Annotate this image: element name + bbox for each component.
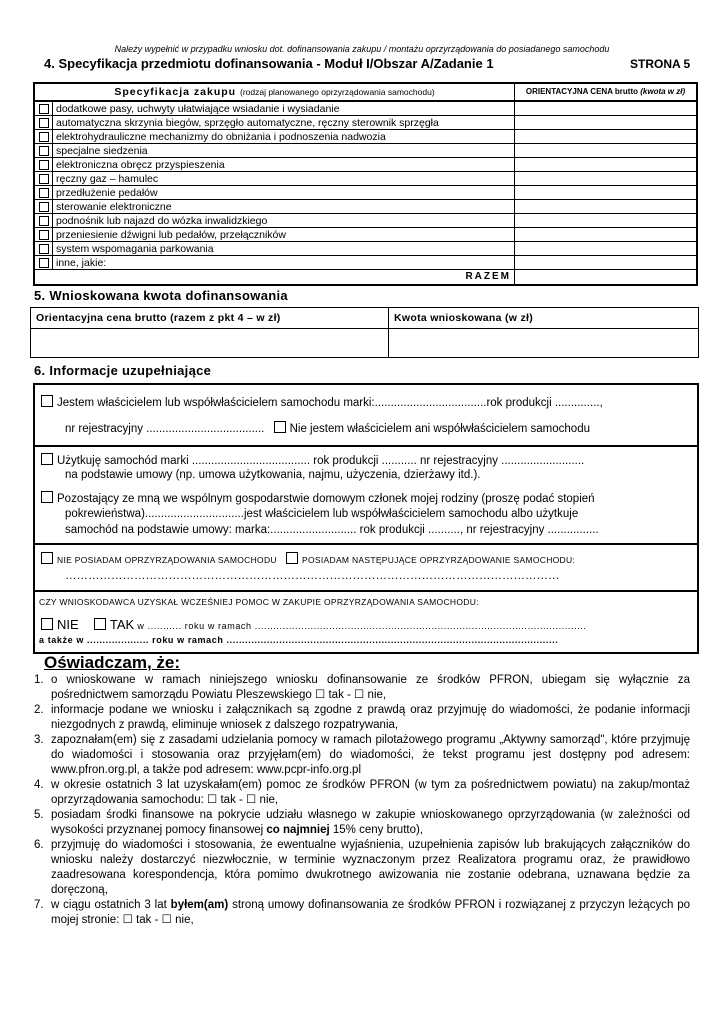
- declaration-body-end: 15% ceny brutto),: [329, 824, 424, 836]
- divider: [35, 590, 697, 592]
- declaration-item: [34, 733, 690, 778]
- checkbox-icon[interactable]: [39, 188, 49, 198]
- owner-line: [41, 395, 603, 409]
- specification-row: [34, 214, 697, 228]
- family-line-3: samochód na podstawie umowy: marka:........................... rok produkcji .........., nr rejestracyjny ................: [65, 524, 599, 536]
- prior-no-checkbox[interactable]: [41, 618, 53, 630]
- user-line: [41, 453, 584, 467]
- price-header: [515, 83, 698, 101]
- declaration-item: [34, 703, 690, 733]
- user-basis-line: na podstawie umowy (np. umowa użytkowania, najmu, użyczenia, dzierżawy itd.).: [65, 469, 481, 481]
- family-checkbox[interactable]: [41, 491, 53, 503]
- declaration-body: o wnioskowane w ramach niniejszego wniosku dofinansowanie ze środków PFRON, ubiegam się wyłącznie za pośrednictwem samorządu Powiatu Pleszewskiego ☐ tak - ☐ nie,: [51, 674, 690, 701]
- specification-item-label: inne, jakie:: [53, 256, 515, 270]
- declaration-number: 6.: [34, 839, 44, 851]
- declaration-text: [51, 778, 690, 808]
- declaration-item: [34, 838, 690, 898]
- specification-row: [34, 200, 697, 214]
- declaration-body: posiadam środki finansowe na pokrycie udziału własnego w zakupie wnioskowanego oprzyrządowania (w zależności od wysokości przyznanej pomocy finansowej: [51, 809, 690, 836]
- specification-item-label: automatyczna skrzynia biegów, sprzęgło automatyczne, ręczny sterownik sprzęgła: [53, 116, 515, 130]
- supplementary-info-box: [33, 383, 699, 654]
- section5-title: 5. Wnioskowana kwota dofinansowania: [34, 288, 288, 303]
- specification-sublabel: (rodzaj planowanego oprzyrządowania samochodu): [239, 87, 435, 97]
- specification-row: [34, 172, 697, 186]
- gross-price-field[interactable]: [31, 329, 389, 358]
- specification-checkbox-cell[interactable]: [34, 228, 53, 242]
- checkbox-icon[interactable]: [39, 104, 49, 114]
- specification-price-field[interactable]: [515, 242, 698, 256]
- specification-item-label: specjalne siedzenia: [53, 144, 515, 158]
- checkbox-icon[interactable]: [39, 146, 49, 156]
- declaration-text: [51, 673, 690, 703]
- specification-row: [34, 256, 697, 270]
- declaration-emphasis: byłem(am): [170, 899, 229, 911]
- specification-item-label: przeniesienie dźwigni lub pedałów, przełączników: [53, 228, 515, 242]
- checkbox-icon[interactable]: [39, 216, 49, 226]
- specification-row: [34, 158, 697, 172]
- specification-item-label: dodatkowe pasy, uchwyty ułatwiające wsiadanie i wysiadanie: [53, 101, 515, 116]
- specification-label: Specyfikacja zakupu: [114, 86, 237, 98]
- registration-text: nr rejestracyjny .....................................: [65, 423, 265, 435]
- specification-row: [34, 242, 697, 256]
- declaration-number: 1.: [34, 674, 44, 686]
- registration-line: [65, 421, 590, 435]
- user-checkbox[interactable]: [41, 453, 53, 465]
- page-number: STRONA 5: [630, 57, 691, 71]
- declaration-body: przyjmuję do wiadomości i stosowania, że ewentualne wyjaśnienia, uzupełnienia zapisów lub brakujących załączników do wniosku należy dostarczyć niezwłocznie, w terminie wyznaczonym przez Realizatora programu oraz, że prawidłowo zaadresowana korespondencja, która pomimo dwukrotnego awizowania nie zostanie odebrana, uznawana będzie za doręczoną,: [51, 839, 690, 896]
- prior-no-label: NIE: [57, 617, 79, 632]
- total-label: RAZEM: [34, 270, 515, 286]
- specification-checkbox-cell[interactable]: [34, 242, 53, 256]
- declaration-body: informacje podane we wniosku i załącznikach są zgodne z prawdą oraz przyjmuję do wiadomości, że podanie informacji niezgodnych z prawdą, eliminuje wniosek z dalszego rozpatrywania,: [51, 704, 690, 731]
- declaration-text: [51, 808, 690, 838]
- family-line-2: pokrewieństwa)...............................jest właścicielem lub współwłaścicielem samochodu albo użytkuje: [65, 508, 579, 520]
- has-equipment-text: POSIADAM NASTĘPUJĄCE OPRZYRZĄDOWANIE SAMOCHODU:: [302, 555, 576, 565]
- declaration-number: 2.: [34, 704, 44, 716]
- specification-price-field[interactable]: [515, 144, 698, 158]
- declaration-list: [34, 673, 690, 928]
- declaration-number: 7.: [34, 899, 44, 911]
- not-owner-checkbox[interactable]: [274, 421, 286, 433]
- specification-row: [34, 101, 697, 116]
- declaration-body: w okresie ostatnich 3 lat uzyskałam(em) pomoc ze środków PFRON (w tym za pośrednictwem powiatu) na zakup/montaż oprzyrządowania samochodu: ☐ tak - ☐ nie,: [51, 779, 690, 806]
- specification-item-label: elektroniczna obręcz przyspieszenia: [53, 158, 515, 172]
- amount-table: [30, 307, 699, 358]
- declaration-emphasis: co najmniej: [266, 824, 330, 836]
- specification-price-field[interactable]: [515, 256, 698, 270]
- specification-checkbox-cell[interactable]: [34, 200, 53, 214]
- specification-header-label: [34, 83, 515, 101]
- fill-instruction-note: Należy wypełnić w przypadku wniosku dot. dofinansowania zakupu / montażu oprzyrządowania do posiadanego samochodu: [114, 44, 610, 54]
- declaration-item: [34, 673, 690, 703]
- checkbox-icon[interactable]: [39, 244, 49, 254]
- family-line: [41, 491, 595, 505]
- price-header-unit: (kwota w zł): [640, 87, 686, 96]
- owner-checkbox[interactable]: [41, 395, 53, 407]
- specification-checkbox-cell[interactable]: [34, 256, 53, 270]
- declaration-text: [51, 898, 690, 928]
- checkbox-icon[interactable]: [39, 160, 49, 170]
- declaration-text: [51, 838, 690, 898]
- prior-help-answer: [41, 617, 586, 632]
- divider: [35, 445, 697, 447]
- declaration-item: [34, 778, 690, 808]
- specification-row: [34, 228, 697, 242]
- specification-price-field[interactable]: [515, 101, 698, 116]
- specification-item-label: podnośnik lub najazd do wózka inwalidzkiego: [53, 214, 515, 228]
- total-row: [34, 270, 697, 286]
- section6-title: 6. Informacje uzupełniające: [34, 363, 212, 378]
- specification-item-label: elektrohydrauliczne mechanizmy do obniżania i podnoszenia nadwozia: [53, 130, 515, 144]
- declaration-text: [51, 703, 690, 733]
- checkbox-icon[interactable]: [39, 132, 49, 142]
- specification-price-field[interactable]: [515, 228, 698, 242]
- specification-row: [34, 144, 697, 158]
- specification-checkbox-cell[interactable]: [34, 144, 53, 158]
- gross-price-header: Orientacyjna cena brutto (razem z pkt 4 – w zł): [31, 308, 389, 329]
- specification-price-field[interactable]: [515, 200, 698, 214]
- declaration-body: zapoznałam(em) się z zasadami udzielania pomocy w ramach pilotażowego programu „Aktywny samorząd", które przyjmuję do wiadomości i stosowania oraz przyjęłam(em) do wiadomości, że tekst programu jest dostępny pod adresem: www.pfron.org.pl, a także pod adresem: www.pcpr-info.org.pl: [51, 734, 690, 776]
- prior-year-line: w ........... roku w ramach ...........................................................................................................: [137, 621, 587, 631]
- declaration-number: 3.: [34, 734, 44, 746]
- declaration-body: w ciągu ostatnich 3 lat: [51, 899, 171, 911]
- has-equipment-checkbox[interactable]: [286, 552, 298, 564]
- specification-item-label: system wspomagania parkowania: [53, 242, 515, 256]
- specification-checkbox-cell[interactable]: [34, 101, 53, 116]
- specification-item-label: ręczny gaz – hamulec: [53, 172, 515, 186]
- declaration-body-end: stroną umowy dofinansowania ze środków PFRON i rozwiązanej z przyczyn leżących po mojej stronie: ☐ tak - ☐ nie,: [51, 899, 690, 926]
- specification-price-field[interactable]: [515, 172, 698, 186]
- specification-price-field[interactable]: [515, 186, 698, 200]
- requested-amount-header: Kwota wnioskowana (w zł): [389, 308, 699, 329]
- specification-price-field[interactable]: [515, 158, 698, 172]
- no-equipment-text: NIE POSIADAM OPRZYRZĄDOWANIA SAMOCHODU: [57, 555, 277, 565]
- prior-yes-label: TAK: [109, 617, 135, 632]
- not-owner-text: Nie jestem właścicielem ani współwłaścicielem samochodu: [289, 423, 590, 435]
- specification-checkbox-cell[interactable]: [34, 172, 53, 186]
- price-header-label: ORIENTACYJNA CENA brutto: [525, 87, 639, 96]
- specification-item-label: sterowanie elektroniczne: [53, 200, 515, 214]
- specification-header-row: [34, 83, 697, 101]
- specification-row: [34, 116, 697, 130]
- specification-row: [34, 186, 697, 200]
- checkbox-icon[interactable]: [39, 118, 49, 128]
- specification-price-field[interactable]: [515, 130, 698, 144]
- prior-year-line-2: a także w .................... roku w ramach ...........................................................................................................: [39, 635, 559, 645]
- divider: [35, 543, 697, 545]
- user-text: Użytkuję samochód marki ..................................... rok produkcji ........... nr rejestracyjny ..........................: [57, 455, 585, 467]
- no-equipment-checkbox[interactable]: [41, 552, 53, 564]
- specification-checkbox-cell[interactable]: [34, 186, 53, 200]
- declaration-number: 5.: [34, 809, 44, 821]
- declaration-number: 4.: [34, 779, 44, 791]
- equipment-dots: …………………………………………………………………………………………………………………: [65, 570, 560, 582]
- specification-checkbox-cell[interactable]: [34, 158, 53, 172]
- section4-title: 4. Specyfikacja przedmiotu dofinansowania - Moduł I/Obszar A/Zadanie 1: [44, 56, 494, 71]
- checkbox-icon[interactable]: [39, 258, 49, 268]
- family-text: Pozostający ze mną we wspólnym gospodarstwie domowym członek mojej rodziny (proszę podać stopień: [57, 493, 595, 505]
- specification-item-label: przedłużenie pedałów: [53, 186, 515, 200]
- equipment-line: [41, 552, 575, 566]
- declaration-text: [51, 733, 690, 778]
- checkbox-icon[interactable]: [39, 230, 49, 240]
- declaration-title: Oświadczam, że:: [44, 653, 181, 672]
- specification-checkbox-cell[interactable]: [34, 214, 53, 228]
- checkbox-icon[interactable]: [39, 174, 49, 184]
- declaration-item: [34, 808, 690, 838]
- specification-price-field[interactable]: [515, 214, 698, 228]
- owner-text: Jestem właścicielem lub współwłaścicielem samochodu marki:...................................rok produkcji ..............,: [57, 397, 603, 409]
- requested-amount-field[interactable]: [389, 329, 699, 358]
- specification-table: [33, 82, 698, 286]
- specification-checkbox-cell[interactable]: [34, 116, 53, 130]
- specification-row: [34, 130, 697, 144]
- declaration-item: [34, 898, 690, 928]
- prior-help-question: CZY WNIOSKODAWCA UZYSKAŁ WCZEŚNIEJ POMOC W ZAKUPIE OPRZYRZĄDOWANIA SAMOCHODU:: [39, 597, 479, 607]
- checkbox-icon[interactable]: [39, 202, 49, 212]
- specification-checkbox-cell[interactable]: [34, 130, 53, 144]
- total-field[interactable]: [515, 270, 698, 286]
- prior-yes-checkbox[interactable]: [94, 618, 106, 630]
- specification-price-field[interactable]: [515, 116, 698, 130]
